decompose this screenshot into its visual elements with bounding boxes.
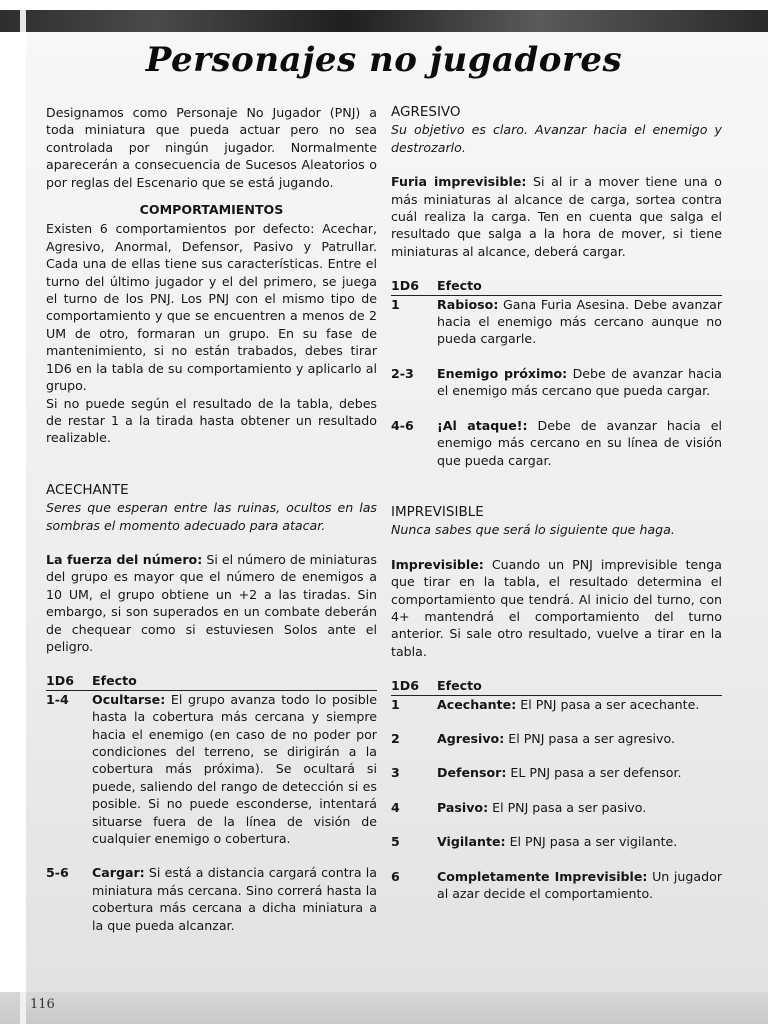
effect-text: Debe de avanzar hacia el enemigo más cercano en su línea de visión que pueda cargar. xyxy=(437,417,722,468)
table-effect-header: Efecto xyxy=(92,673,137,689)
table-roll: 5 xyxy=(391,834,400,850)
table-effect xyxy=(437,417,722,469)
page-footer xyxy=(0,992,768,1024)
table-effect xyxy=(92,691,377,848)
effect-name: Acechante: xyxy=(437,696,517,712)
page-number: 116 xyxy=(30,997,55,1012)
agresivo-rule xyxy=(391,173,722,260)
effect-text: El PNJ pasa a ser acechante. xyxy=(516,696,700,712)
effect-text: Debe de avanzar hacia el enemigo más cercano que pueda cargar. xyxy=(437,365,722,399)
acechante-rule-name: La fuerza del número: xyxy=(46,551,203,567)
section-heading-imprevisible: IMPREVISIBLE xyxy=(391,503,484,520)
imprevisible-rule-name: Imprevisible: xyxy=(391,556,484,572)
effect-name: Pasivo: xyxy=(437,799,489,815)
acechante-table-header xyxy=(46,672,377,690)
imprevisible-flavor: Nunca sabes que será lo siguiente que haga. xyxy=(391,522,675,538)
table-effect xyxy=(437,799,722,816)
table-row xyxy=(391,730,722,747)
table-row xyxy=(391,764,722,781)
table-row xyxy=(391,296,722,348)
effect-name: Vigilante: xyxy=(437,834,506,850)
agresivo-flavor: Su objetivo es claro. Avanzar hacia el enemigo y destrozarlo. xyxy=(391,122,722,155)
agresivo-rule-text: Si al ir a mover tiene una o más miniaturas al alcance de carga, sortea contra cuál realiza la carga. Ten en cuenta que salga el resultado que salga a la hora de mover, si tiene miniaturas al alcance, deberá cargar. xyxy=(391,174,722,259)
effect-text: El PNJ pasa a ser vigilante. xyxy=(505,834,678,850)
acechante-flavor: Seres que esperan entre las ruinas, ocultos en las sombras el momento adecuado para atacar. xyxy=(46,500,377,533)
table-row xyxy=(391,696,722,713)
section-heading-acechante: ACECHANTE xyxy=(46,481,129,498)
behaviours-paragraph: Existen 6 comportamientos por defecto: Acechar, Agresivo, Anormal, Defensor, Pasivo y Patrullar. Cada una de ellas tiene sus características. Entre el turno del último jugador y el del primero, se juega el turno de los PNJ. Los PNJ con el mismo tipo de comportamiento y que se encuentren a menos de 2 UM de otro, formaran un grupo. En su fase de mantenimiento, si no están trabados, debes tirar 1D6 en la tabla de su comportamiento y aplicarlo al grupo. xyxy=(46,221,377,394)
table-roll: 5-6 xyxy=(46,865,69,881)
table-effect xyxy=(92,864,377,934)
acechante-rule-text: Si el número de miniaturas del grupo es mayor que el número de enemigos a 10 UM, el grupo obtiene un +2 a las tiradas. Sin embargo, si son superados en un combate deberán de chequear como si estuviesen Solos ante el peligro. xyxy=(46,551,377,654)
acechante-rule xyxy=(46,551,377,655)
page-title: Personajes no jugadores xyxy=(145,40,623,80)
table-roll-header: 1D6 xyxy=(391,678,419,694)
table-effect-header: Efecto xyxy=(437,278,482,294)
table-row xyxy=(391,833,722,850)
right-column xyxy=(391,104,722,902)
effect-text: Gana Furia Asesina. Debe avanzar hacia el enemigo más cercano aunque no pueda cargarle. xyxy=(437,296,722,347)
table-row xyxy=(391,799,722,816)
effect-text: El grupo avanza todo lo posible hasta la cobertura más cercana y siempre hacia el enemigo (en caso de no poder por condiciones del terreno, se dirigirán a la cobertura más próxima). Se ocultará si puede, saliendo del rango de detección si es posible. Si no puede esconderse, intentará situarse fuera de la línea de visión de cualquier enemigo o cobertura. xyxy=(92,691,377,847)
table-row xyxy=(391,365,722,400)
agresivo-rule-name: Furia imprevisible: xyxy=(391,174,527,190)
table-effect xyxy=(437,764,722,781)
effect-name: Enemigo próximo: xyxy=(437,365,568,381)
table-effect-header: Efecto xyxy=(437,678,482,694)
imprevisible-rule-text: Cuando un PNJ imprevisible tenga que tirar en la tabla, el resultado determina el comportamiento que tendrá. Al inicio del turno, con 4+ mantendrá el comportamiento del turno anterior. Si sale otro resultado, vuelve a tirar en la tabla. xyxy=(391,556,722,659)
effect-name: Ocultarse: xyxy=(92,691,166,707)
table-row xyxy=(391,868,722,903)
effect-name: Cargar: xyxy=(92,865,145,881)
section-heading-agresivo: AGRESIVO xyxy=(391,104,461,120)
table-roll-header: 1D6 xyxy=(391,278,419,294)
table-effect xyxy=(437,868,722,903)
banner-notch xyxy=(20,10,26,32)
effect-text: Si está a distancia cargará contra la miniatura más cercana. Sino correrá hasta la cobertura más cercana a dicha miniatura a la que pueda alcanzar. xyxy=(92,865,377,933)
intro-paragraph: Designamos como Personaje No Jugador (PNJ) a toda miniatura que pueda actuar pero no sea controlada por ningún jugador. Normalmente aparecerán a consecuencia de Sucesos Aleatorios o por reglas del Escenario que se está jugando. xyxy=(46,105,377,190)
effect-text: EL PNJ pasa a ser defensor. xyxy=(506,765,682,781)
top-banner xyxy=(0,10,768,32)
effect-name: Agresivo: xyxy=(437,730,505,746)
effect-name: Completamente Imprevisible: xyxy=(437,868,648,884)
table-effect xyxy=(437,696,722,713)
behaviours-heading: COMPORTAMIENTOS xyxy=(139,202,284,218)
left-column xyxy=(46,104,377,934)
behaviours-note: Si no puede según el resultado de la tabla, debes de restar 1 a la tirada hasta obtener un resultado realizable. xyxy=(46,395,377,446)
table-roll: 4-6 xyxy=(391,417,414,433)
table-roll: 2 xyxy=(391,730,400,746)
table-roll: 1-4 xyxy=(46,691,69,707)
effect-text: El PNJ pasa a ser agresivo. xyxy=(504,730,675,746)
agresivo-table-header xyxy=(391,277,722,295)
table-roll: 6 xyxy=(391,868,400,884)
effect-name: ¡Al ataque!: xyxy=(437,417,528,433)
footer-strip xyxy=(20,992,26,1024)
table-row xyxy=(46,864,377,934)
table-row xyxy=(46,691,377,848)
table-effect xyxy=(437,833,722,850)
table-roll: 3 xyxy=(391,765,400,781)
table-roll-header: 1D6 xyxy=(46,673,74,689)
effect-name: Rabioso: xyxy=(437,296,499,312)
table-roll: 1 xyxy=(391,296,400,312)
table-effect xyxy=(437,296,722,348)
effect-text: El PNJ pasa a ser pasivo. xyxy=(488,799,647,815)
table-roll: 4 xyxy=(391,799,400,815)
imprevisible-table-header xyxy=(391,677,722,695)
table-row xyxy=(391,417,722,469)
table-roll: 2-3 xyxy=(391,365,414,381)
effect-name: Defensor: xyxy=(437,765,507,781)
table-effect xyxy=(437,365,722,400)
table-effect xyxy=(437,730,722,747)
imprevisible-rule xyxy=(391,556,722,660)
table-roll: 1 xyxy=(391,696,400,712)
effect-text: Un jugador al azar decide el comportamiento. xyxy=(437,868,722,901)
